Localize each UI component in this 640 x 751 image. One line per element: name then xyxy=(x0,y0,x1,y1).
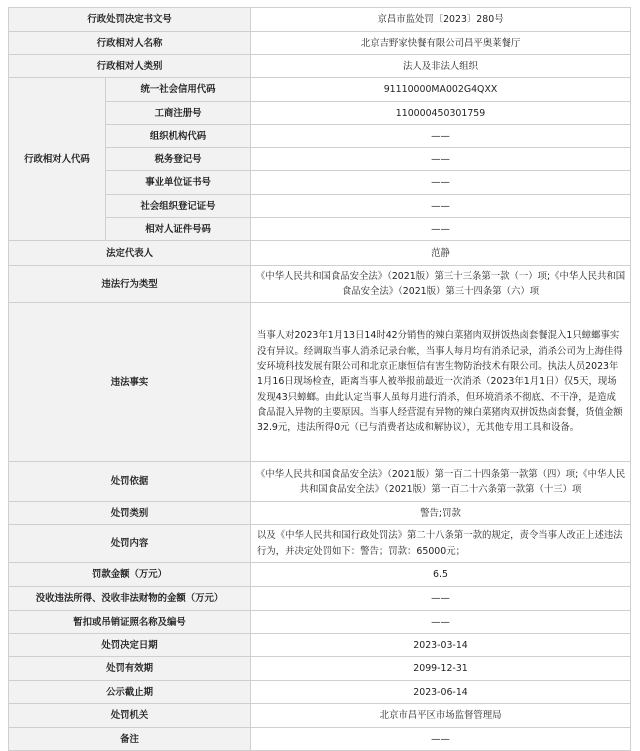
remarks-value: —— xyxy=(251,728,631,751)
row-decision-no xyxy=(9,8,631,32)
publish-until-value: 2023-06-14 xyxy=(251,681,631,704)
basis-label: 处罚依据 xyxy=(9,462,251,502)
row-violation-type xyxy=(9,266,631,303)
decision-date-value: 2023-03-14 xyxy=(251,634,631,657)
row-legal-rep xyxy=(9,241,631,266)
facts-value: 当事人对2023年1月13日14时42分销售的辣白菜猪肉双拼饭热卤套餐混入1只蟑螂事实没有异议。经调取当事人消杀记录台帐，当事人每月均有消杀记录，消杀公司为上海佳得安环境科技发展有限公司和北京正康恒信有害生物防治技术有限公司。执法人员2023年1月16日现场检查，距离当事人被举报前最近一次消杀（2023年1月1日）仅5天，现场发现43只蟑螂。由此认定当事人虽每月进行消杀，但环境消杀不彻底、不干净，是造成食品混入异物的主要原因。当事人经营混有异物的辣白菜猪肉双拼饭热卤套餐，货值金额32.9元，违法所得0元（已与消费者达成和解协议），无其他专用工具和设备。 xyxy=(251,303,631,462)
basis-value: 《中华人民共和国食品安全法》（2021版）第一百二十四条第一款第（四）项;《中华人民共和国食品安全法》（2021版）第一百二十六条第一款第（十三）项 xyxy=(251,462,631,502)
row-valid-until xyxy=(9,657,631,681)
decision-no-value: 京昌市监处罚〔2023〕280号 xyxy=(251,8,631,32)
row-basis xyxy=(9,462,631,502)
org-code-value: —— xyxy=(251,125,631,148)
tax-no-label: 税务登记号 xyxy=(106,148,251,171)
confiscated-value: —— xyxy=(251,587,631,611)
org-code-label: 组织机构代码 xyxy=(106,125,251,148)
confiscated-label: 没收违法所得、没收非法财物的金额（万元） xyxy=(9,587,251,611)
fine-label: 罚款金额（万元） xyxy=(9,563,251,587)
decision-no-label: 行政处罚决定书文号 xyxy=(9,8,251,32)
institution-cert-value: —— xyxy=(251,171,631,195)
authority-value: 北京市昌平区市场监督管理局 xyxy=(251,704,631,728)
violation-type-label: 违法行为类型 xyxy=(9,266,251,303)
row-license xyxy=(9,611,631,634)
category-label: 处罚类别 xyxy=(9,502,251,525)
row-publish-until xyxy=(9,681,631,704)
violation-type-value: 《中华人民共和国食品安全法》（2021版）第三十三条第一款（一）项;《中华人民共和国食品安全法》（2021版）第三十四条第（六）项 xyxy=(251,266,631,303)
row-fine xyxy=(9,563,631,587)
row-remarks xyxy=(9,728,631,751)
id-no-value: —— xyxy=(251,218,631,241)
row-authority xyxy=(9,704,631,728)
credit-code-value: 91110000MA002G4QXX xyxy=(251,78,631,102)
row-confiscated xyxy=(9,587,631,611)
category-value: 警告;罚款 xyxy=(251,502,631,525)
row-credit-code xyxy=(9,78,631,102)
row-category xyxy=(9,502,631,525)
row-content xyxy=(9,525,631,563)
credit-code-label: 统一社会信用代码 xyxy=(106,78,251,102)
social-org-cert-value: —— xyxy=(251,195,631,218)
party-code-label: 行政相对人代码 xyxy=(9,78,106,241)
party-type-label: 行政相对人类别 xyxy=(9,55,251,78)
remarks-label: 备注 xyxy=(9,728,251,751)
row-decision-date xyxy=(9,634,631,657)
social-org-cert-label: 社会组织登记证号 xyxy=(106,195,251,218)
institution-cert-label: 事业单位证书号 xyxy=(106,171,251,195)
id-no-label: 相对人证件号码 xyxy=(106,218,251,241)
row-facts xyxy=(9,303,631,462)
party-name-label: 行政相对人名称 xyxy=(9,32,251,55)
fine-value: 6.5 xyxy=(251,563,631,587)
license-value: —— xyxy=(251,611,631,634)
row-party-type xyxy=(9,55,631,78)
valid-until-value: 2099-12-31 xyxy=(251,657,631,681)
decision-date-label: 处罚决定日期 xyxy=(9,634,251,657)
row-party-name xyxy=(9,32,631,55)
license-label: 暂扣或吊销证照名称及编号 xyxy=(9,611,251,634)
authority-label: 处罚机关 xyxy=(9,704,251,728)
legal-rep-value: 范静 xyxy=(251,241,631,266)
valid-until-label: 处罚有效期 xyxy=(9,657,251,681)
party-type-value: 法人及非法人组织 xyxy=(251,55,631,78)
biz-reg-no-value: 110000450301759 xyxy=(251,102,631,125)
facts-label: 违法事实 xyxy=(9,303,251,462)
tax-no-value: —— xyxy=(251,148,631,171)
biz-reg-no-label: 工商注册号 xyxy=(106,102,251,125)
party-name-value: 北京吉野家快餐有限公司昌平奥莱餐厅 xyxy=(251,32,631,55)
content-value: 以及《中华人民共和国行政处罚法》第二十八条第一款的规定，责令当事人改正上述违法行为，并决定处罚如下：警告；罚款：65000元； xyxy=(251,525,631,563)
penalty-info-table xyxy=(8,7,631,751)
publish-until-label: 公示截止期 xyxy=(9,681,251,704)
content-label: 处罚内容 xyxy=(9,525,251,563)
legal-rep-label: 法定代表人 xyxy=(9,241,251,266)
